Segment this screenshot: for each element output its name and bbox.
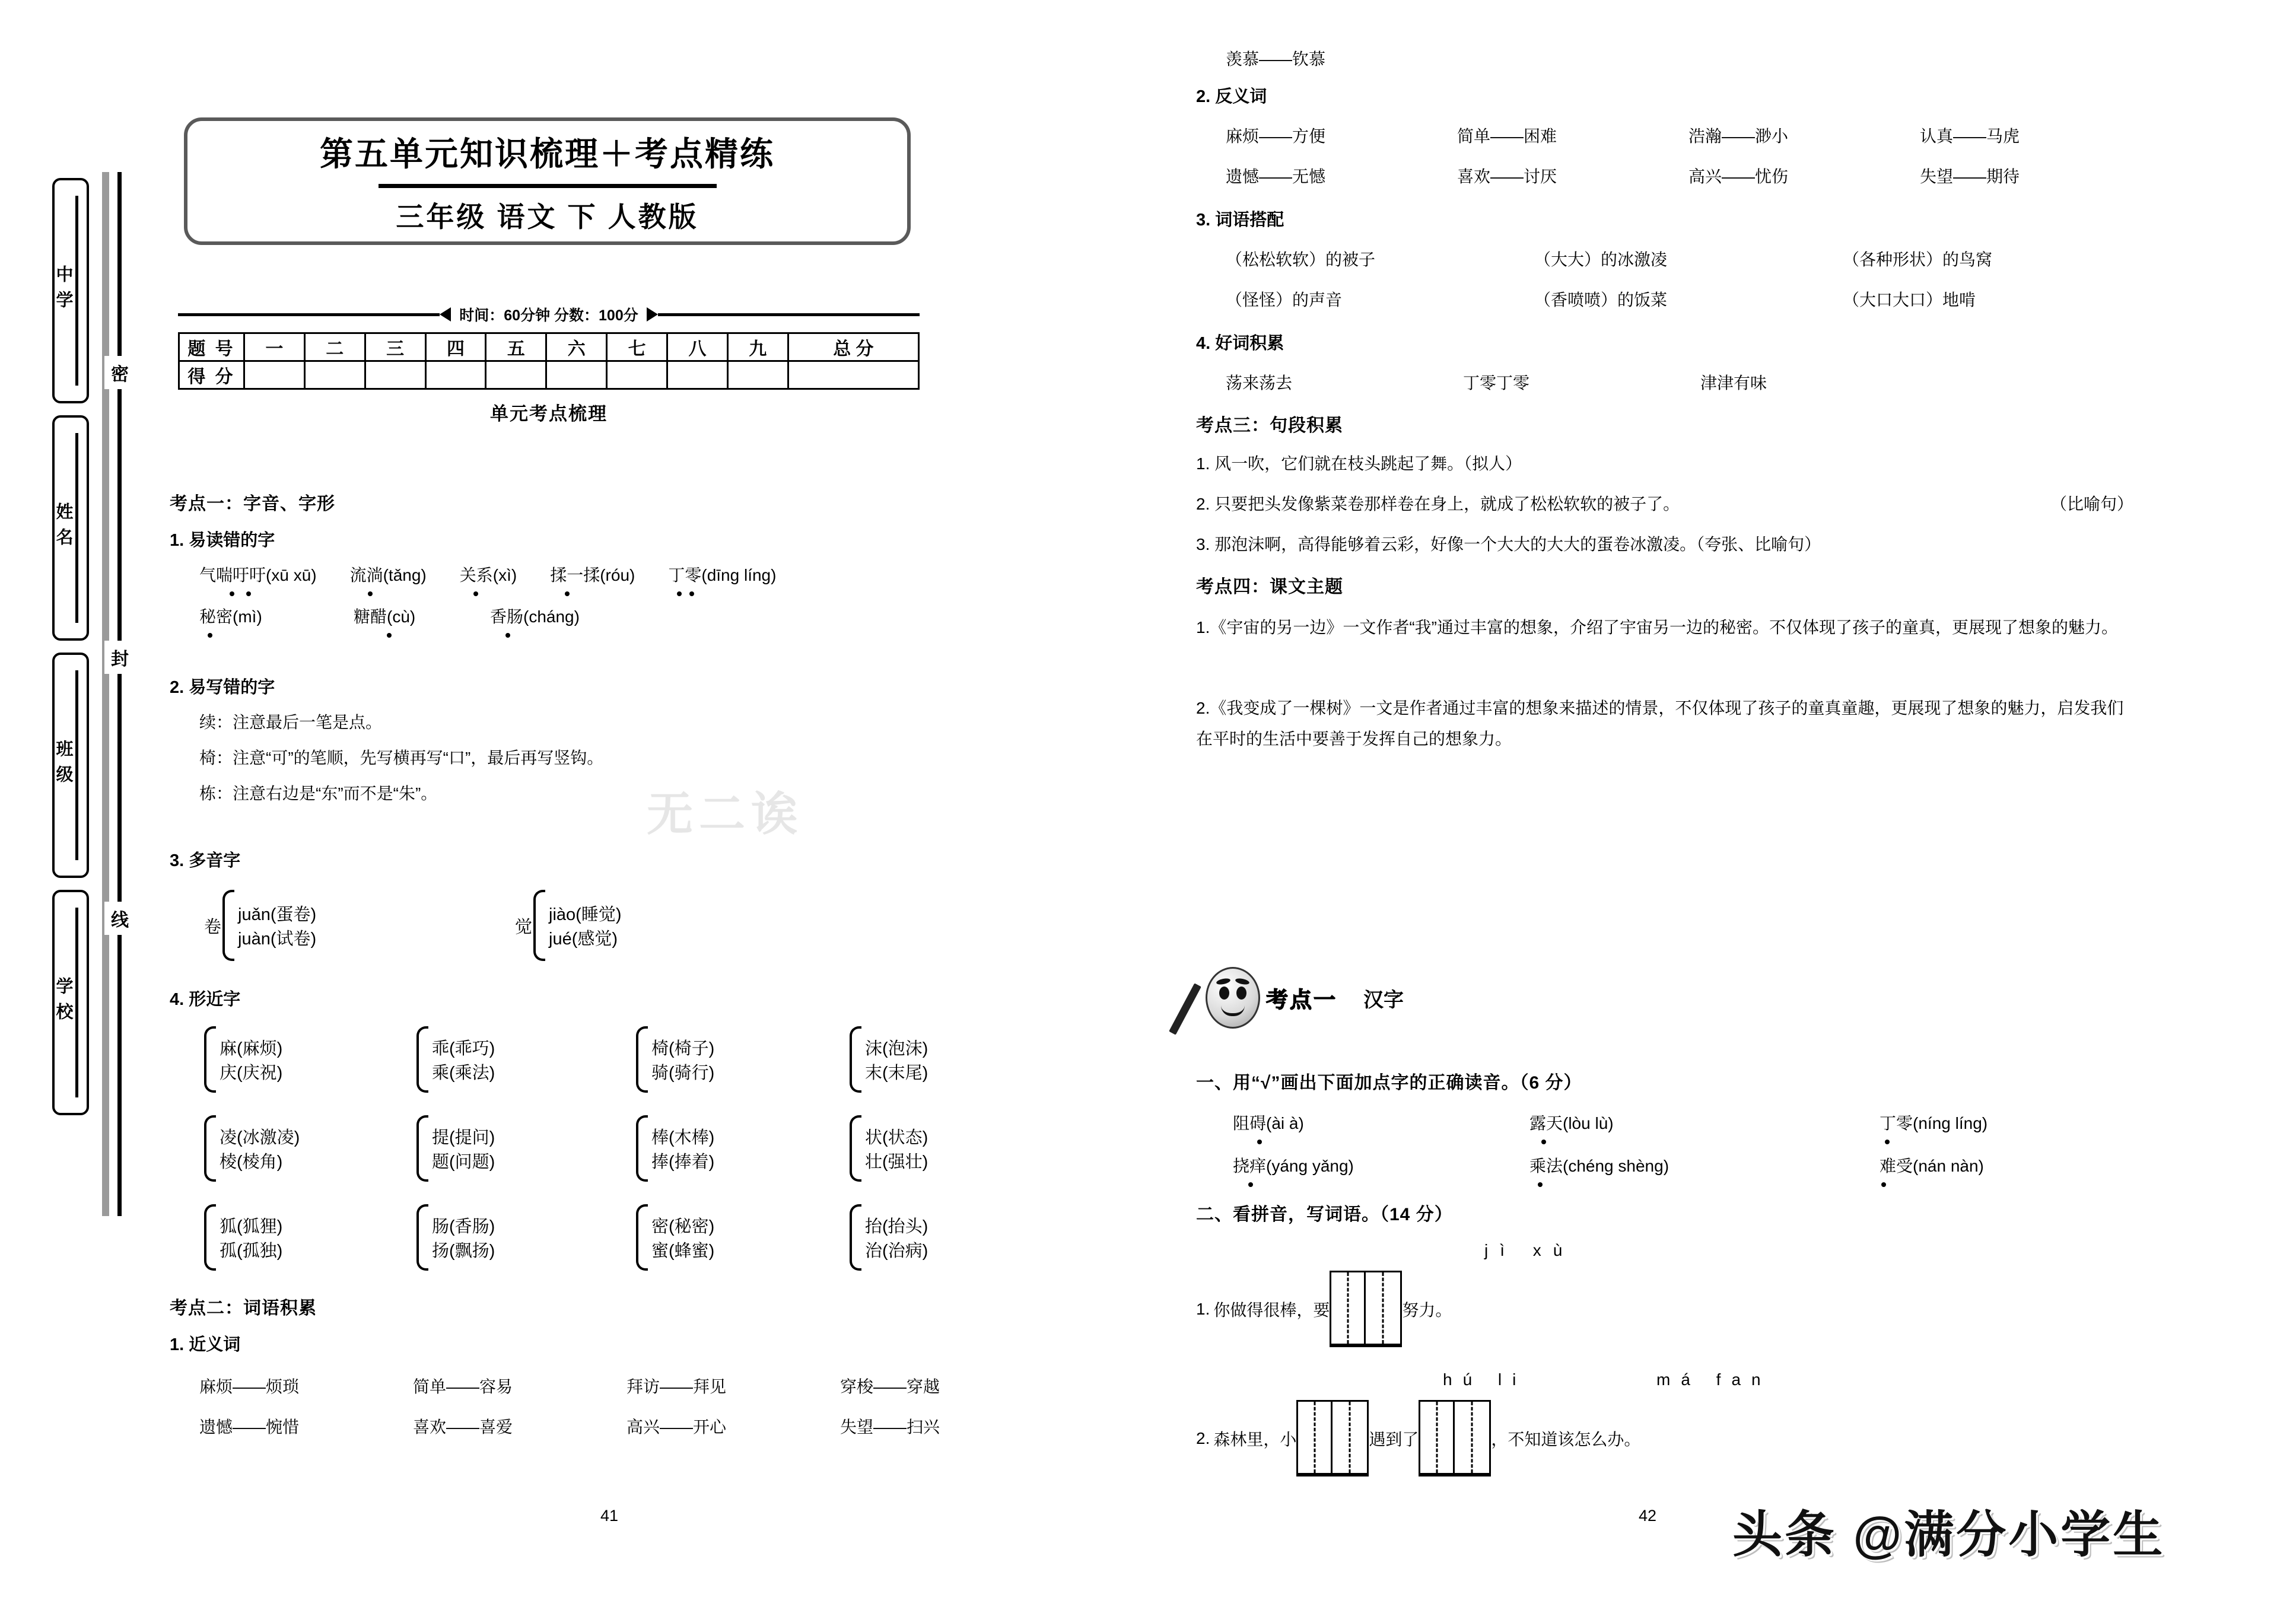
pencil-icon: [1169, 983, 1201, 1035]
eye-right: [1236, 987, 1246, 1000]
word-item: 揉一揉(róu): [550, 562, 635, 586]
polyphonic-char: 卷: [204, 917, 222, 937]
kaodian-2-sub-2: 2. 反义词: [1196, 87, 1267, 106]
reading-choice[interactable]: 丁零(níng líng): [1880, 1110, 1987, 1134]
arrow-right-icon: [647, 307, 658, 322]
theme-item-2: 2.《我变成了一棵树》一文是作者通过丰富的想象来描述的情景，不仅体现了孩子的童真童趣，更展现了想象的魅力，启发我们在平时的生活中要善于发挥自己的想象力。: [1196, 699, 2124, 748]
question-2-prompt: 二、看拼音，写词语。（14 分）: [1196, 1205, 1453, 1224]
table-row-score: [179, 361, 919, 389]
polyphonic-char: 觉: [515, 917, 533, 937]
synonym-item: 高兴——开心: [627, 1418, 727, 1436]
title-box: [184, 117, 911, 245]
similar-pair: 乖(乖巧) 乘(乘法): [416, 1026, 495, 1093]
collocation-item: （各种形状）的鸟窝: [1843, 250, 1993, 269]
reading: jué(感觉): [549, 930, 618, 949]
sentence-text: 2. 只要把头发像紫菜卷那样卷在身上，就成了松松软软的被子了。: [1196, 495, 1680, 513]
sentence-item-1: 1. 风一吹，它们就在枝头跳起了舞。（拟人）: [1196, 454, 1522, 473]
reading: jiào(睡觉): [549, 905, 622, 924]
binding-margin: [0, 0, 157, 1607]
page-subtitle: 三年级 语文 下 人教版: [396, 201, 699, 233]
pinyin-hint-jixu: jì xù: [1484, 1241, 1575, 1259]
col-3: 三: [365, 333, 425, 361]
question-1-prompt: 一、用“√”画出下面加点字的正确读音。（6 分）: [1196, 1073, 1582, 1093]
writing-grid[interactable]: [1330, 1271, 1402, 1347]
kaodian-2-sub-1: 1. 近义词: [170, 1335, 241, 1354]
col-total: 总 分: [788, 333, 918, 361]
collocation-item: （香喷喷）的饭菜: [1534, 291, 1668, 309]
score-cell-6[interactable]: [546, 361, 607, 389]
eye-left: [1219, 987, 1229, 1000]
similar-pair: 凌(冰激凌) 棱(棱角): [204, 1115, 300, 1182]
brace-icon: [636, 1204, 648, 1271]
watermark-center: 无二诶: [647, 788, 804, 840]
synonym-item: 失望——扫兴: [840, 1418, 940, 1436]
grid-cell[interactable]: [1455, 1402, 1489, 1473]
antonym-item: 麻烦——方便: [1226, 127, 1326, 145]
good-word-item: 荡来荡去: [1226, 374, 1293, 392]
question-2-item-1: [1196, 1271, 1849, 1347]
kaodian-1-sub-2: 2. 易写错的字: [170, 678, 275, 697]
col-7: 七: [607, 333, 667, 361]
brace-icon: [416, 1026, 428, 1093]
row-label-question: 题 号: [179, 333, 244, 361]
collocation-item: （大大）的冰激凌: [1534, 250, 1668, 269]
synonym-item: 遗憾——惋惜: [199, 1418, 300, 1436]
grid-cell[interactable]: [1333, 1402, 1367, 1473]
synonym-item: 麻烦——烦琐: [199, 1377, 300, 1396]
collocation-item: （大口大口）地啃: [1843, 291, 1976, 309]
synonym-row-1: [199, 1374, 1060, 1398]
antonym-item: 高兴——忧伤: [1688, 167, 1789, 186]
synonym-item: 穿梭——穿越: [840, 1377, 940, 1396]
brace-icon: [222, 890, 234, 961]
similar-pair: 椅(椅子) 骑(骑行): [636, 1026, 714, 1093]
margin-label-3: 学校: [53, 977, 73, 1028]
left-page: [161, 0, 1069, 1607]
polyphonic-group-juan: [204, 890, 316, 961]
sentence-middle: 遇到了: [1369, 1430, 1419, 1449]
margin-field-school[interactable]: [52, 890, 89, 1115]
sentence-item-2: [1196, 491, 2133, 515]
row-label-score: 得 分: [179, 361, 244, 389]
similar-pair: 麻(麻烦) 庆(庆祝): [204, 1026, 282, 1093]
watermark-brand: 头条 @满分小学生: [1732, 1507, 2165, 1563]
col-5: 五: [486, 333, 546, 361]
synonym-item: 拜访——拜见: [627, 1377, 727, 1396]
score-cell-2[interactable]: [304, 361, 365, 389]
kaodian-1-sub-4: 4. 形近字: [170, 990, 241, 1009]
brace-icon: [204, 1115, 216, 1182]
seal-char-xian: 线: [104, 902, 135, 935]
col-1: 一: [244, 333, 305, 361]
antonym-row-1: [1226, 123, 2133, 147]
smiley-face-icon: [1206, 967, 1260, 1029]
question-1-row-1: [1233, 1110, 2146, 1134]
writing-grid[interactable]: [1296, 1400, 1369, 1476]
grid-cell[interactable]: [1420, 1402, 1455, 1473]
score-table: [178, 332, 920, 390]
collocation-row-2: [1226, 287, 2133, 311]
arrow-left-icon: [440, 307, 451, 322]
sentence-before: 你做得很棒，要: [1213, 1300, 1330, 1319]
kaodian-4-title: 考点四：课文主题: [1196, 577, 1343, 597]
reading-choice[interactable]: 露天(lòu lù): [1529, 1110, 1880, 1134]
section-heading: 单元考点梳理: [490, 403, 608, 424]
banner-subject: 汉字: [1363, 988, 1404, 1011]
brace-icon: [416, 1115, 428, 1182]
kaodian-2-sub-3: 3. 词语搭配: [1196, 211, 1284, 230]
similar-pair: 提(提问) 题(问题): [416, 1115, 495, 1182]
score-cell-4[interactable]: [425, 361, 486, 389]
score-cell-1[interactable]: [244, 361, 305, 389]
page-title: 第五单元知识梳理＋考点精练: [320, 135, 775, 173]
margin-field-name[interactable]: [52, 415, 89, 641]
wrong-char-note: 椅：注意“可”的笔顺，先写横再写“口”，最后再写竖钩。: [199, 749, 604, 767]
brace-icon: [636, 1115, 648, 1182]
kaodian-1-title: 考点一：字音、字形: [170, 494, 335, 514]
kaodian-2-title: 考点二：词语积累: [170, 1299, 317, 1318]
sentence-tag: （比喻句）: [2050, 495, 2133, 513]
reading-choice[interactable]: 阻碍(ài à): [1233, 1110, 1529, 1134]
synonym-row-3: 羡慕——钦慕: [1226, 50, 1326, 68]
reading-choice[interactable]: 难受(nán nàn): [1880, 1153, 1984, 1177]
similar-pair: 肠(香肠) 扬(飘扬): [416, 1204, 495, 1271]
write-line: [75, 908, 78, 1097]
page-number-left: 41: [600, 1507, 619, 1525]
brace-icon: [204, 1026, 216, 1093]
similar-pair: 棒(木棒) 捧(捧着): [636, 1115, 714, 1182]
brace-icon: [416, 1204, 428, 1271]
sentence-after: 努力。: [1402, 1300, 1452, 1319]
reading: juàn(试卷): [238, 930, 317, 949]
synonym-item: 喜欢——喜爱: [413, 1418, 513, 1436]
theme-item-1: 1.《宇宙的另一边》一文作者“我”通过丰富的想象，介绍了宇宙另一边的秘密。不仅体现了孩子的童真，更展现了想象的魅力。: [1196, 618, 2119, 637]
kaodian-2-sub-4: 4. 好词积累: [1196, 334, 1284, 353]
score-cell-3[interactable]: [365, 361, 425, 389]
col-2: 二: [304, 333, 365, 361]
good-word-item: 津津有味: [1700, 374, 1767, 392]
grid-cell[interactable]: [1298, 1402, 1333, 1473]
exercise-banner: [1206, 967, 1404, 1029]
smile-mouth: [1221, 1005, 1245, 1016]
sentence-item-3: 3. 那泡沫啊，高得能够着云彩，好像一个大大的大大的蛋卷冰激凌。（夸张、比喻句）: [1196, 535, 1821, 553]
antonym-item: 简单——困难: [1457, 127, 1557, 145]
antonym-item: 失望——期待: [1920, 167, 2020, 186]
synonym-item: 简单——容易: [413, 1377, 513, 1396]
synonym-row-2: [199, 1414, 1060, 1438]
question-2-item-2: [1196, 1400, 2122, 1476]
similar-pair: 狐(狐狸) 孤(孤独): [204, 1204, 282, 1271]
write-line: [75, 670, 78, 860]
margin-label-0: 中学: [53, 265, 73, 316]
right-page: [1188, 0, 2149, 1607]
table-row-header: [179, 333, 919, 361]
grid-cell[interactable]: [1366, 1272, 1400, 1344]
easy-misread-row-1: [199, 562, 1060, 586]
word-item: 流淌(tǎng): [350, 562, 427, 586]
score-cell-9[interactable]: [727, 361, 788, 389]
word-item: 糖醋(cù): [354, 604, 490, 628]
collocation-row-1: [1226, 247, 2133, 271]
eyebrow-left: [1216, 978, 1230, 986]
antonym-row-2: [1226, 164, 2133, 187]
page-number-right: 42: [1639, 1507, 1657, 1525]
antonym-item: 遗憾——无憾: [1226, 167, 1326, 186]
word-item: 丁零(dīng líng): [668, 562, 776, 586]
margin-label-1: 姓名: [53, 502, 73, 553]
margin-field-school-type[interactable]: [52, 178, 89, 403]
wrong-char-note: 续：注意最后一笔是点。: [199, 713, 383, 731]
writing-grid[interactable]: [1419, 1400, 1491, 1476]
wrong-char-note: 栋：注意右边是“东”而不是“朱”。: [199, 784, 438, 803]
reading-choice[interactable]: 挠痒(yáng yǎng): [1233, 1153, 1529, 1177]
antonym-item: 喜欢——讨厌: [1457, 167, 1557, 186]
brace-icon: [636, 1026, 648, 1093]
score-cell-8[interactable]: [667, 361, 728, 389]
banner-label: 考点一: [1266, 988, 1337, 1012]
good-word-item: 丁零丁零: [1463, 374, 1530, 392]
time-score-bar: [178, 301, 920, 327]
word-item: 香肠(cháng): [490, 604, 580, 628]
brace-icon: [850, 1204, 861, 1271]
antonym-item: 认真——马虎: [1920, 127, 2020, 145]
pinyin-hint-mafan: má fan: [1656, 1370, 1772, 1389]
margin-label-2: 班级: [53, 740, 73, 791]
seal-line: [117, 172, 122, 1216]
pinyin-hint-huli: hú li: [1443, 1370, 1527, 1389]
col-9: 九: [727, 333, 788, 361]
good-word-row: [1226, 370, 2133, 394]
similar-pair: 状(状态) 壮(强壮): [850, 1115, 928, 1182]
word-item: 气喘吁吁(xū xū): [199, 562, 317, 586]
brace-icon: [533, 890, 545, 961]
question-1-row-2: [1233, 1153, 2146, 1177]
brace-icon: [850, 1115, 861, 1182]
seal-shadow: [102, 172, 109, 1216]
word-item: 秘密(mì): [199, 604, 354, 628]
kaodian-3-title: 考点三：句段积累: [1196, 416, 1343, 435]
margin-field-class[interactable]: [52, 653, 89, 878]
kaodian-1-sub-3: 3. 多音字: [170, 851, 241, 870]
seal-char-mi: 密: [104, 356, 135, 389]
time-score-text: 时间：60分钟 分数：100分: [459, 307, 638, 324]
antonym-item: 浩瀚——渺小: [1688, 127, 1789, 145]
similar-pair: 抬(抬头) 治(治病): [850, 1204, 928, 1271]
collocation-item: （松松软软）的被子: [1226, 250, 1376, 269]
score-cell-7[interactable]: [607, 361, 667, 389]
reading: juǎn(蛋卷): [238, 905, 317, 924]
col-6: 六: [546, 333, 607, 361]
similar-pair: 沫(泡沫) 末(末尾): [850, 1026, 928, 1093]
item-number: 1.: [1196, 1299, 1210, 1318]
write-line: [75, 433, 78, 623]
eyebrow-right: [1235, 978, 1249, 986]
sentence-before: 森林里，小: [1213, 1430, 1297, 1449]
brace-icon: [850, 1026, 861, 1093]
kaodian-1-sub-1: 1. 易读错的字: [170, 531, 275, 550]
word-item: 关系(xì): [460, 562, 517, 586]
polyphonic-group-jue: [515, 890, 621, 961]
title-divider: [379, 184, 717, 188]
reading-choice[interactable]: 乘法(chéng shèng): [1529, 1153, 1880, 1177]
brace-icon: [204, 1204, 216, 1271]
col-4: 四: [425, 333, 486, 361]
collocation-item: （怪怪）的声音: [1226, 291, 1343, 309]
col-8: 八: [667, 333, 728, 361]
score-cell-total[interactable]: [788, 361, 918, 389]
grid-cell[interactable]: [1331, 1272, 1366, 1344]
seal-char-feng: 封: [104, 641, 135, 674]
sentence-after: ，不知道该怎么办。: [1491, 1430, 1641, 1449]
easy-misread-row-2: [199, 604, 580, 628]
item-number: 2.: [1196, 1428, 1210, 1447]
similar-pair: 密(秘密) 蜜(蜂蜜): [636, 1204, 714, 1271]
score-cell-5[interactable]: [486, 361, 546, 389]
write-line: [75, 196, 78, 386]
